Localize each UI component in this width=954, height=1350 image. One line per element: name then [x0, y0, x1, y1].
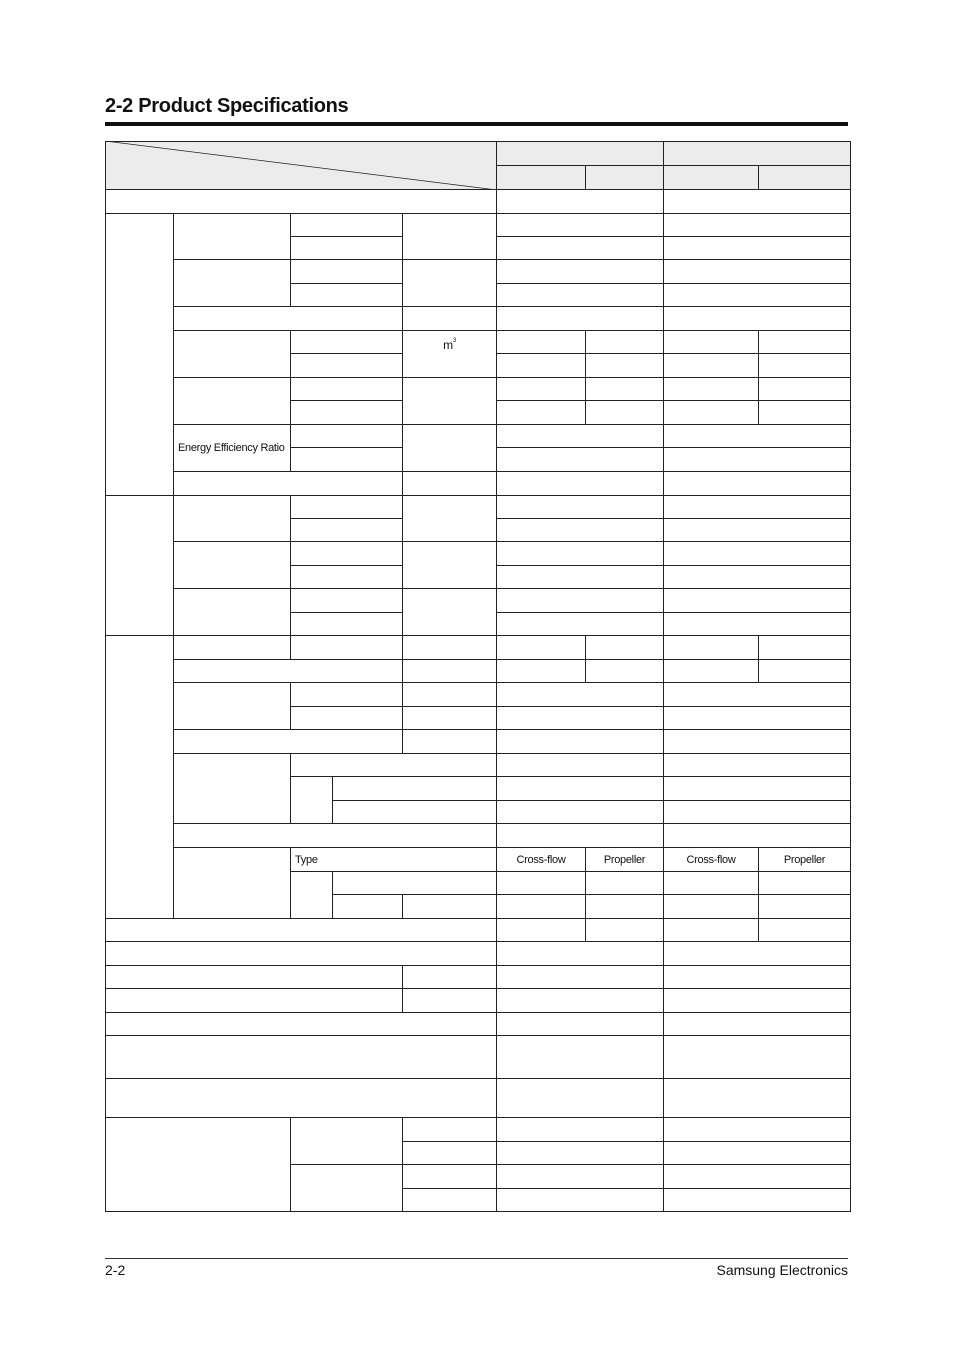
table-cell: [758, 165, 851, 190]
table-cell: [663, 1188, 851, 1212]
table-cell: [496, 1035, 664, 1079]
table-cell: [758, 635, 851, 660]
table-cell: [105, 918, 497, 942]
table-cell: [496, 1078, 664, 1118]
table-cell: [496, 236, 664, 260]
table-cell: [585, 377, 664, 401]
table-cell: [402, 259, 497, 307]
table-cell: [402, 495, 497, 542]
table-cell: [105, 1078, 497, 1118]
fan-type-label: Type: [290, 847, 497, 872]
table-cell: [173, 495, 291, 542]
table-cell: [585, 165, 664, 190]
table-cell: [496, 1117, 664, 1142]
table-cell: [290, 236, 403, 260]
energy-efficiency-ratio-label: Energy Efficiency Ratio: [173, 424, 291, 472]
table-cell: [173, 588, 291, 636]
table-cell: [105, 189, 497, 214]
table-cell: [663, 565, 851, 589]
table-cell: [496, 706, 664, 730]
table-cell: [496, 1164, 664, 1189]
table-cell: [496, 447, 664, 472]
table-cell: [758, 894, 851, 919]
table-cell: [173, 823, 497, 848]
table-cell: [758, 659, 851, 683]
table-cell: [585, 659, 664, 683]
table-cell: [173, 847, 291, 919]
table-cell: [663, 541, 851, 566]
table-cell: [663, 165, 759, 190]
table-cell: [290, 635, 403, 660]
table-cell: [290, 447, 403, 472]
footer-company: Samsung Electronics: [716, 1262, 848, 1278]
page-title: 2-2 Product Specifications: [105, 95, 349, 117]
table-cell: [496, 941, 664, 966]
table-cell: [663, 141, 851, 166]
table-cell: [758, 330, 851, 354]
table-cell: [496, 141, 664, 166]
table-cell: [173, 213, 291, 260]
table-cell: [402, 682, 497, 707]
title-underline: [105, 122, 848, 126]
table-cell: [663, 776, 851, 801]
table-cell: [332, 800, 497, 824]
table-cell: [663, 635, 759, 660]
table-cell: [496, 400, 586, 425]
table-cell: [105, 1012, 497, 1036]
table-cell: [663, 1164, 851, 1189]
table-cell: [663, 518, 851, 542]
table-cell: [663, 823, 851, 848]
table-cell: [585, 918, 664, 942]
table-cell: [663, 259, 851, 284]
table-cell: [496, 377, 586, 401]
table-cell: [173, 753, 291, 824]
table-cell: [663, 353, 759, 378]
table-cell: [290, 424, 403, 448]
table-cell: [290, 1117, 403, 1165]
table-cell: [402, 729, 497, 754]
table-cell: [496, 1141, 664, 1165]
table-cell: [496, 353, 586, 378]
table-cell: [663, 965, 851, 989]
table-cell: [290, 518, 403, 542]
table-cell: [173, 471, 403, 496]
table-cell: [402, 306, 497, 331]
table-cell: [290, 1164, 403, 1212]
table-cell: [496, 165, 586, 190]
table-cell: [290, 495, 403, 519]
table-cell: [663, 1035, 851, 1079]
table-cell: [496, 495, 664, 519]
table-cell: [663, 941, 851, 966]
table-cell: [290, 400, 403, 425]
table-cell: [332, 776, 497, 801]
table-cell: [585, 871, 664, 895]
table-cell: [173, 659, 403, 683]
table-cell: [290, 330, 403, 354]
table-cell: [496, 213, 664, 237]
table-cell: [663, 659, 759, 683]
table-cell: [496, 588, 664, 613]
table-cell: [173, 682, 291, 730]
table-cell: [585, 353, 664, 378]
table-cell: [663, 988, 851, 1013]
table-cell: [105, 941, 497, 966]
table-cell: [290, 541, 403, 566]
table-cell: [663, 377, 759, 401]
table-cell: [173, 635, 291, 660]
table-cell: [496, 1012, 664, 1036]
volume-unit-exponent: 3: [452, 338, 456, 344]
table-cell: [663, 753, 851, 777]
table-cell: [290, 753, 497, 777]
table-cell: [402, 1117, 497, 1142]
volume-unit-cell: [402, 330, 497, 378]
table-cell: [105, 635, 174, 919]
table-cell: [496, 800, 664, 824]
fan-type-value: Propeller: [585, 847, 664, 872]
table-cell: [663, 447, 851, 472]
table-cell: [663, 213, 851, 237]
table-cell: [290, 706, 403, 730]
table-cell: [663, 471, 851, 496]
table-cell: [758, 871, 851, 895]
table-cell: [496, 306, 664, 331]
table-cell: [758, 377, 851, 401]
table-cell: [585, 894, 664, 919]
table-cell: [290, 259, 403, 284]
table-cell: [663, 894, 759, 919]
table-cell: [402, 894, 497, 919]
table-cell: [402, 635, 497, 660]
table-cell: [663, 1078, 851, 1118]
table-cell: [402, 541, 497, 589]
table-cell: [758, 918, 851, 942]
table-cell: [496, 1188, 664, 1212]
table-cell: [496, 330, 586, 354]
table-cell: [496, 635, 586, 660]
table-cell: [663, 1141, 851, 1165]
table-cell: [496, 823, 664, 848]
table-cell: [332, 894, 403, 919]
table-cell: [402, 377, 497, 425]
table-cell: [663, 1117, 851, 1142]
table-cell: [496, 659, 586, 683]
table-cell: [105, 141, 497, 190]
table-cell: [758, 353, 851, 378]
table-cell: [496, 471, 664, 496]
table-cell: [496, 988, 664, 1013]
table-cell: [290, 682, 403, 707]
table-cell: [663, 1012, 851, 1036]
table-cell: [173, 259, 291, 307]
table-cell: [496, 753, 664, 777]
table-cell: [105, 965, 403, 989]
table-cell: [663, 682, 851, 707]
table-cell: [496, 565, 664, 589]
table-cell: [496, 918, 586, 942]
table-cell: [663, 189, 851, 214]
table-cell: [663, 871, 759, 895]
table-cell: [496, 424, 664, 448]
table-cell: [402, 1141, 497, 1165]
table-cell: [496, 518, 664, 542]
table-cell: [496, 189, 664, 214]
table-cell: [758, 400, 851, 425]
table-cell: [290, 213, 403, 237]
table-cell: [496, 541, 664, 566]
table-cell: [173, 330, 291, 378]
table-cell: [663, 729, 851, 754]
table-cell: [585, 635, 664, 660]
table-cell: [290, 588, 403, 613]
table-cell: [173, 729, 403, 754]
table-cell: [290, 612, 403, 636]
table-cell: [663, 283, 851, 307]
table-cell: [173, 377, 291, 425]
fan-type-value: Cross-flow: [663, 847, 759, 872]
table-cell: [663, 588, 851, 613]
table-cell: [663, 612, 851, 636]
table-cell: [105, 495, 174, 636]
table-cell: [496, 259, 664, 284]
table-cell: [663, 495, 851, 519]
table-cell: [105, 988, 403, 1013]
table-cell: [663, 400, 759, 425]
table-cell: [496, 965, 664, 989]
table-cell: [663, 706, 851, 730]
table-cell: [402, 965, 497, 989]
fan-type-value: Cross-flow: [496, 847, 586, 872]
fan-type-value: Propeller: [758, 847, 851, 872]
table-cell: [402, 1164, 497, 1189]
table-cell: [496, 871, 586, 895]
table-cell: [402, 471, 497, 496]
table-cell: [663, 236, 851, 260]
table-cell: [663, 306, 851, 331]
table-cell: [402, 213, 497, 260]
table-cell: [402, 588, 497, 636]
table-cell: [496, 729, 664, 754]
table-cell: [290, 283, 403, 307]
table-cell: [332, 871, 497, 895]
table-cell: [663, 800, 851, 824]
table-cell: [496, 283, 664, 307]
table-cell: [585, 400, 664, 425]
volume-unit: m: [443, 338, 453, 352]
table-cell: [402, 988, 497, 1013]
table-cell: [173, 306, 403, 331]
table-cell: [496, 776, 664, 801]
table-cell: [290, 377, 403, 401]
table-cell: [496, 612, 664, 636]
table-cell: [290, 776, 333, 824]
table-cell: [585, 330, 664, 354]
table-cell: [173, 541, 291, 589]
table-cell: [402, 424, 497, 472]
table-cell: [402, 706, 497, 730]
table-cell: [402, 1188, 497, 1212]
table-cell: [290, 871, 333, 919]
table-cell: [663, 424, 851, 448]
table-cell: [402, 659, 497, 683]
table-cell: [496, 894, 586, 919]
table-cell: [663, 918, 759, 942]
table-cell: [663, 330, 759, 354]
table-cell: [105, 1035, 497, 1079]
table-cell: [290, 565, 403, 589]
footer-rule: [105, 1258, 848, 1259]
footer-page-number: 2-2: [105, 1262, 126, 1278]
table-cell: [496, 682, 664, 707]
table-cell: [105, 1117, 291, 1212]
table-cell: [290, 353, 403, 378]
